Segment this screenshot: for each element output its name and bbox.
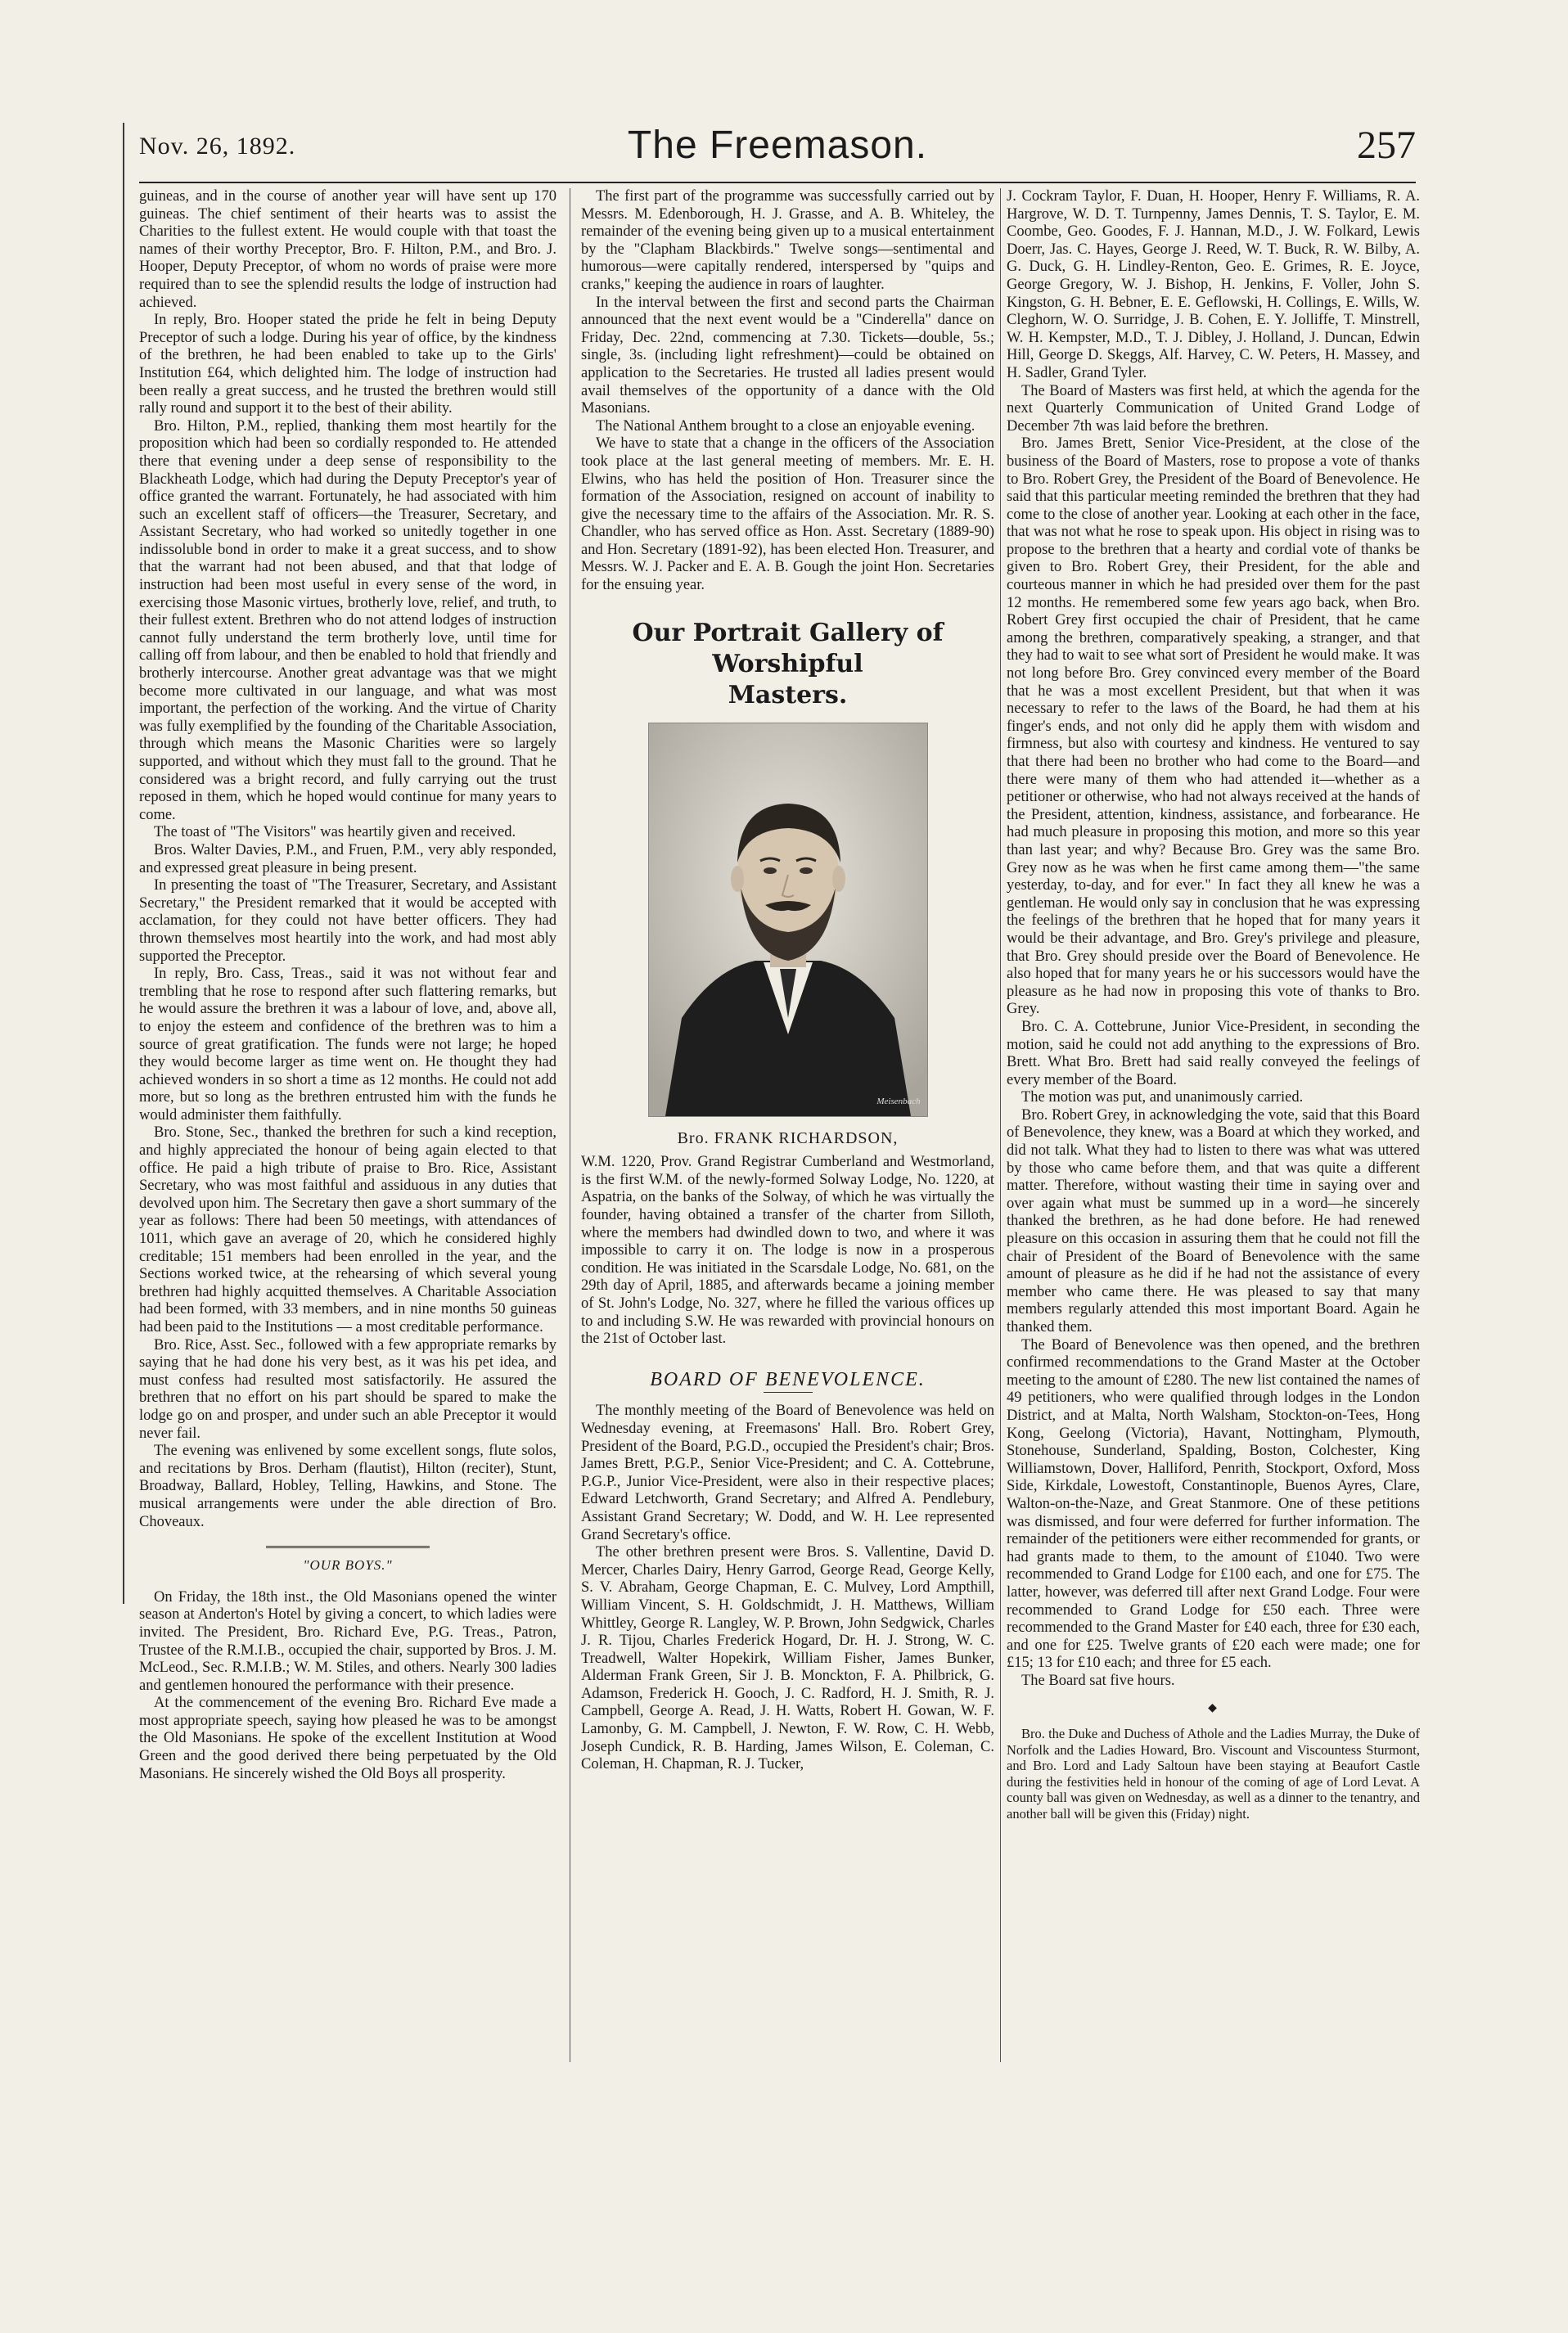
paragraph: Bros. Walter Davies, P.M., and Fruen, P.M., very ably responded, and expressed great pleasure in being present. [139,841,556,876]
separator-glyph: ◆ [1208,1702,1219,1715]
portrait-heading-line: Masters. [728,680,848,709]
paragraph: The toast of "The Visitors" was heartily given and received. [154,824,516,841]
portrait-caption-name: Bro. FRANK RICHARDSON, [677,1128,899,1147]
paragraph: The evening was enlivened by some excellent songs, flute solos, and recitations by Bros. Derham (flautist), Hilton (reciter), Stunt, Broadway, Ballard, Hobley, Telling, Hawkins, and Stone. The musical arrangements were under the able direction of Bro. Choveaux. [139,1443,556,1530]
paragraph: In presenting the toast of "The Treasurer, Secretary, and Assistant Secretary," the President remarked that it would be accepted with acclamation, for they could not have better officers. They had thrown themselves most heartily into the work, and had most ably supported the Preceptor. [139,877,556,965]
paragraph: The first part of the programme was successfully carried out by Messrs. M. Edenborough, H. J. Grasse, and A. B. Whiteley, the remainder of the evening being given up to a musical entertainment by the "Clapham Blackbirds." Twelve songs—sentimental and humorous—were capitally rendered, interspersed by "quips and cranks," keeping the audience in roars of laughter. [581,188,994,293]
paragraph: We have to state that a change in the officers of the Association took place at the last general meeting of members. Mr. E. H. Elwins, who has held the position of Hon. Treasurer since the formation of the Association, resigned on account of inability to give the necessary time to the affairs of the Association. Mr. R. S. Chandler, who has served office as Hon. Asst. Secretary (1889-90) and Hon. Secretary (1891-92), has been elected Hon. Treasurer, and Messrs. W. J. Packer and E. A. B. Gough the joint Hon. Secretaries for the ensuing year. [581,435,994,594]
paragraph: In reply, Bro. Cass, Treas., said it was not without fear and trembling that he rose to respond after such flattering remarks, but he would assure the brethren it was a labour of love, and, above all, to enjoy the esteem and confidence of the brethren was to him a source of great gratification. The funds were not large; he hoped they would become larger as time went on. He thought they had achieved wonders in so short a time as 12 months. He could not add more, but so long as the brethren entrusted him with the funds he would administer them faithfully. [139,966,556,1124]
left-margin-line [123,123,124,1604]
column-divider [1000,188,1001,2062]
paragraph: In the interval between the first and second parts the Chairman announced that the next event would be a "Cinderella" dance on Friday, Dec. 22nd, commencing at 7.30. Tickets—double, 5s.; single, 3s. (including light refreshment)—could be obtained on application to the Secretaries. He trusted all ladies present would avail themselves of the opportunity of a dance with the Old Masonians. [581,294,994,417]
paragraph: Bro. Robert Grey, in acknowledging the vote, said that this Board of Benevolence, they knew, was a Board at which they worked, and did not talk. What they had to listen to there was what was uttered by those who came before them, and that was quite a different matter. Therefore, without wasting their time in saying over and over again what must be summed up in a word—he sincerely thanked the brethren, as he had done before. He had renewed pleasure on this occasion in assuring them that he could not fill the chair of President of the Board of Benevolence with the same amount of pleasure as he did if he had not the assistance of every member who came there. He was pleased to say that many members regularly attended this most important Board. Again he thanked them. [1007,1106,1420,1335]
section-separator [1007,1700,1420,1718]
section-separator [266,1546,430,1548]
masthead [139,123,1416,180]
paragraph: The Board of Masters was first held, at which the agenda for the next Quarterly Communication of United Grand Lodge of December 7th was laid before the brethren. [1007,382,1420,435]
paragraph: In reply, Bro. Hooper stated the pride he felt in being Deputy Preceptor of such a lodge. During his year of office, by the kindness of the brethren, he had been enabled to take up to the Girls' Institution £64, which delighted him. The lodge of instruction had been really a great success, and he trusted the brethren would still rally round and support it to the best of their ability. [139,312,556,417]
paragraph: The National Anthem brought to a close an enjoyable evening. [596,417,975,435]
masthead-rule [139,182,1416,183]
masthead-title: The Freemason. [627,124,928,167]
column-2 [581,188,994,1774]
paragraph: At the commencement of the evening Bro. Richard Eve made a most appropriate speech, saying how pleased he was to be amongst the Old Masonians. He spoke of the excellent Institution at Wood Green and the good derived there being perpetuated by the Old Masonians. He sincerely wished the Old Boys all prosperity. [139,1695,556,1782]
paragraph: J. Cockram Taylor, F. Duan, H. Hooper, Henry F. Williams, R. A. Hargrove, W. D. T. Turnpenny, James Dennis, T. S. Taylor, E. M. Coombe, Geo. Goodes, F. J. Hannan, M.D., J. W. Folkard, Lewis Doerr, Jas. C. Hayes, George J. Reed, W. T. Buck, R. W. Bilby, A. G. Duck, G. H. Lindley-Renton, Geo. E. Grimes, R. E. Joyce, George Gregory, W. J. Bishop, H. Jenkins, F. Voller, John S. Kingston, G. H. Bebner, E. E. Geflowski, H. Collings, E. Wills, W. Cleghorn, W. O. Surridge, J. B. Cohen, E. Y. Jolliffe, T. Minstrell, W. H. Kempster, M.D., T. J. Dibley, J. Holland, J. Duncan, Edwin Hill, George D. Skeggs, Alf. Harvey, C. W. Peters, H. Massey, and H. Sadler, Grand Tyler. [1007,188,1420,381]
paragraph: Bro. James Brett, Senior Vice-President, at the close of the business of the Board of Masters, rose to propose a vote of thanks to Bro. Robert Grey, the President of the Board of Benevolence. He said that this particular meeting reminded the brethren that they had come to the close of another year. Looking at each other in the face, that was not what he rose to speak upon. His object in rising was to propose to the brethren that a hearty and cordial vote of thanks be given to Bro. Robert Grey, their President, for the able and courteous manner in which he had presided over them for the past 12 months. He remembered some few years ago back, when Bro. Robert Grey first occupied the chair of President, that he came among the brethren, comparatively speaking, a stranger, and that they had to wait to see what sort of President he would make. It was not long before Bro. Grey convinced every member of the Board that he was a most excellent President, but that when it was necessary to refer to the laws of the Board, he had them at his finger's ends, and not only did he apply them with wisdom and firmness, but also with courtesy and kindness. He ventured to say that there had been no brother who had come to the Board—and there were many of them who had attended it—whether as a petitioner or otherwise, who had not always received at the hands of the President, attention, kindness, assistance, and forbearance. He had much pleasure in proposing this motion, and more so this year than last year; and why? Because Bro. Grey was the same Bro. Grey now as he was when he first came among them—"the same yesterday, to-day, and for ever." In fact they all knew he was a gentleman. He would only say in conclusion that he was expressing the feelings of the brethren that he hoped that for many years it would be their advantage, and Bro. Grey's privilege and pleasure, that Bro. Grey should preside over the Board of Benevolence. He also hoped that for many years he or his successors would have the pleasure as he had now in proposing this vote of thanks to Bro. Grey. [1007,435,1420,1018]
portrait-image [648,723,928,1117]
portrait-gallery-heading [581,618,994,711]
paragraph: On Friday, the 18th inst., the Old Masonians opened the winter season at Anderton's Hotel by giving a concert, to which ladies were invited. The President, Bro. Richard Eve, P.G. Treas., Patron, Trustee of the R.M.I.B., occupied the chair, supported by Bros. J. M. McLeod., Sec. R.M.I.B.; W. M. Stiles, and others. Nearly 300 ladies and gentlemen honoured the performance with their presence. [139,1588,556,1694]
paragraph: Bro. Rice, Asst. Sec., followed with a few appropriate remarks by saying that he had done his very best, as it was his pet idea, and must confess had resulted most satisfactorily. He assured the brethren that no effort on his part should be spared to make the lodge go on and prosper, and under such an able Preceptor it would never fail. [139,1336,556,1442]
paragraph: The monthly meeting of the Board of Benevolence was held on Wednesday evening, at Freemasons' Hall. Bro. Robert Grey, President of the Board, P.G.D., occupied the President's chair; Bros. James Brett, P.G.P., Senior Vice-President; and C. A. Cottebrune, P.G.P., Junior Vice-President, were also in their respective places; Edward Letchworth, Grand Secretary; and Alfred A. Pendlebury, Assistant Grand Secretary; W. Dodd, and W. H. Lee represented Grand Secretary's office. [581,1403,994,1543]
portrait-heading-line: Our Portrait Gallery of Worshipful [632,618,944,678]
heading-rule [764,1392,813,1393]
portrait-illustration [649,723,927,1116]
paragraph: Bro. Stone, Sec., thanked the brethren for such a kind reception, and highly appreciated the honour of being again elected to that office. He paid a high tribute of praise to Bro. Rice, Assistant Secretary, who was most faithful and assiduous in any duties that devolved upon him. The Secretary then gave a short summary of the year as follows: There had been 50 meetings, with attendances of 1011, which gave an average of 20, which he considered highly creditable; 151 members had been enrolled in the year, and the Sections worked twice, at the rehearsing of which several young brethren had highly acquitted themselves. A Charitable Association had been formed, with 33 members, and in nine months 50 guineas had been paid to the Institutions — a most creditable performance. [139,1124,556,1335]
section-heading-board-of-benevolence: BOARD OF BENEVOLENCE. [650,1368,926,1390]
paragraph: Bro. C. A. Cottebrune, Junior Vice-President, in seconding the motion, said he could not add anything to the expressions of Bro. Brett. What Bro. Brett had said really conveyed the feelings of every member of the Board. [1007,1018,1420,1088]
paragraph: The Board sat five hours. [1021,1672,1175,1689]
paragraph: The Board of Benevolence was then opened, and the brethren confirmed recommendations to the Grand Master at the October meeting to the amount of £280. The new list contained the names of 49 petitioners, who were qualified through lodges in the London District, and at Malta, North Walsham, Stockton-on-Tees, Hong Kong, Geelong (Victoria), Havant, Nottingham, Plymouth, Stonehouse, Sunderland, Spalding, Boston, Colchester, King Williamstown, Dover, Halliford, Penrith, Stockport, Oxford, Moss Side, Kirkdale, Lowestoft, Constantinople, Buenos Ayres, Clare, Walton-on-the-Naze, and Great Stanmore. One of these petitions was dismissed, and four were deferred for further information. The remainder of the petitioners were either recommended for grants, or had grants made to them, to the amount of £1040. Two were recommended to Grand Lodge for £100 each, and one for £75. The latter, however, was deferred till after next Grand Lodge. Four were recommended to Grand Lodge for £50 each. Three were recommended to the Grand Master for £40 each, three for £30 each, and one for £25. Twelve grants of £20 each were made; one for £15; 13 for £10 each; and three for £5 each. [1007,1336,1420,1672]
column-3 [1007,188,1420,1822]
paragraph: Bro. the Duke and Duchess of Athole and the Ladies Murray, the Duke of Norfolk and the Ladies Howard, Bro. Viscount and Viscountess Sturmont, and Bro. Lord and Lady Saltoun have been staying at Beaufort Castle during the festivities held in honour of the coming of age of Lord Levat. A county ball was given on Wednesday, as well as a dinner to the tenantry, and another ball will be given this (Friday) night. [1007,1726,1420,1822]
portrait-caption-text: W.M. 1220, Prov. Grand Registrar Cumberland and Westmorland, is the first W.M. of the newly-formed Solway Lodge, No. 1220, at Aspatria, on the banks of the Solway, of which he was virtually the founder, having obtained a transfer of the charter from Silloth, where the members had dwindled down to two, and where it was impossible to carry it on. The lodge is now in a prosperous condition. He was initiated in the Scarsdale Lodge, No. 681, on the 29th day of April, 1885, and afterwards became a joining member of St. John's Lodge, No. 327, where he filled the various offices up to and including S.W. He was rewarded with provincial honours on the 21st of October last. [581,1154,994,1348]
page-number: 257 [1357,124,1416,167]
paragraph: The other brethren present were Bros. S. Vallentine, David D. Mercer, Charles Dairy, Henry Garrod, George Read, George Kelly, S. V. Abraham, George Chapman, E. C. Mulvey, Lord Ampthill, William Vincent, S. H. Goldschmidt, J. H. Matthews, William Whittley, George R. Langley, W. P. Brown, John Sedgwick, Charles J. R. Tijou, Charles Frederick Hogard, Dr. H. J. Strong, W. C. Treadwell, Walter Hopekirk, William Fisher, James Bunker, Alderman Frank Green, Sir J. B. Monckton, F. A. Philbrick, G. Adamson, Frederick H. Gooch, J. C. Radford, H. J. Smith, R. J. Campbell, George A. Read, J. H. Watts, Robert H. Gowan, W. F. Lamonby, G. M. Campbell, J. Newton, F. W. Row, C. H. Webb, Joseph Cundick, R. B. Harding, James Wilson, E. Coleman, C. Coleman, H. Chapman, R. J. Tucker, [581,1544,994,1773]
column-1 [139,188,556,1783]
paragraph: guineas, and in the course of another year will have sent up 170 guineas. The chief sentiment of their hearts was to assist the Charities to the fullest extent. He would couple with that toast the names of their worthy Preceptor, Bro. F. Hilton, P.M., and Bro. J. Hooper, Deputy Preceptor, of whom no words of praise were more required than to see the splendid results the lodge of instruction had achieved. [139,188,556,311]
paragraph: Bro. Hilton, P.M., replied, thanking them most heartily for the proposition which had been so cordially responded to. He attended there that evening under a deep sense of responsibility to the Blackheath Lodge, which had during the Deputy Preceptor's year of office granted the warrant. Fortunately, he had associated with him such an excellent staff of officers—the Treasurer, Secretary, and Assistant Secretary, who had worked so unitedly together in one indissoluble bond in order to make it a great success, and to show that the warrant had not been abused, and that that lodge of instruction had been most useful in every sense of the word, in exercising those Masonic virtues, brotherly love, relief, and truth, to their fullest extent. Brethren who do not attend lodges of instruction cannot fully understand the term brotherly love, until time for calling off from labour, and then be enabled to hold that friendly and brotherly intercourse. Another great advantage was that we might become more cultivated in our language, and what was most important, the perfection of the working. And the virtue of Charity was fully exemplified by the founding of the Charitable Association, through which means the Masonic Charities were so largely supported, and without which they must fall to the ground. That he considered was a bright record, and fully carrying out the trust reposed in them, which he hoped would continue for many years to come. [139,417,556,823]
masthead-date: Nov. 26, 1892. [139,133,296,160]
section-heading-our-boys: "OUR BOYS." [303,1557,393,1574]
artist-signature: Meisenbach [876,1097,921,1107]
paragraph: The motion was put, and unanimously carried. [1021,1089,1304,1106]
